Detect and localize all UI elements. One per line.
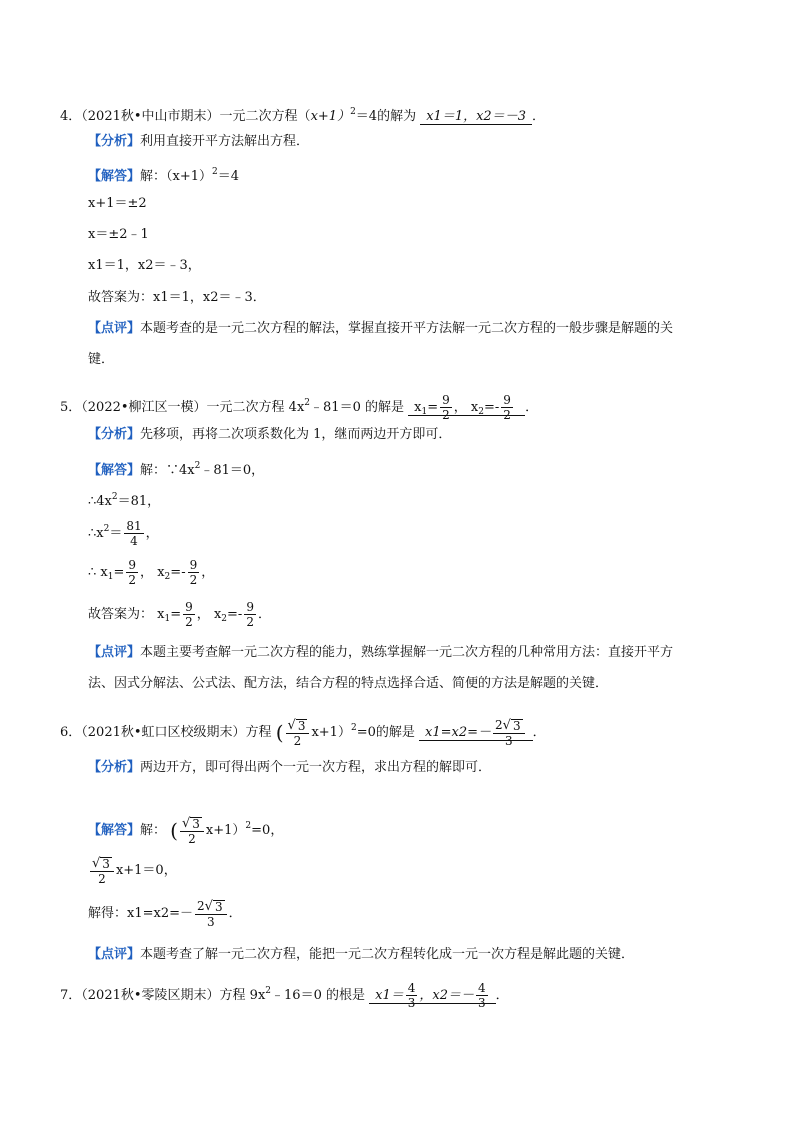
q5-ans-eq2: =: [483, 400, 495, 415]
q6-solution-text: 解：: [140, 823, 167, 838]
q6-answer-blank: [419, 717, 533, 748]
q7-source: （2021秋•零陵区期末）: [81, 988, 220, 1003]
q4-answer-blank: [420, 109, 532, 125]
denominator: 2: [98, 871, 106, 886]
q5-ans-frac1: [440, 393, 452, 422]
sqrt-icon: √ 3: [92, 855, 110, 871]
q5-analysis: [88, 425, 451, 445]
q4-source: （2021秋•中山市期末）: [81, 109, 220, 124]
denominator: 2: [293, 733, 302, 748]
denominator: 2: [188, 831, 196, 846]
q5-step2-exp: 2: [103, 524, 110, 534]
q5-final-tail: ．: [257, 607, 271, 622]
q5-final-sep: ，: [196, 607, 210, 622]
analysis-tag: 【分析】: [88, 134, 141, 149]
coefficient: 2: [495, 717, 503, 732]
q6-step-2: [88, 898, 242, 930]
q6-analysis-text: 两边开方，即可得出两个一元一次方程，求出方程的解即可．: [140, 760, 492, 775]
denominator: 2: [442, 408, 450, 422]
sqrt-icon: √ 3: [181, 815, 200, 831]
radicand: 3: [512, 718, 521, 733]
denominator: 3: [504, 733, 513, 748]
q4-step-3: x1＝1，x2＝﹣3，: [88, 258, 201, 273]
q5-step2-frac: [124, 519, 143, 548]
q4-period: ．: [531, 109, 545, 124]
q5-ans-neg: -: [494, 400, 500, 415]
q4-stem-tail: ＝4的解为: [355, 109, 417, 124]
q5-final-answer: [88, 600, 271, 634]
numerator: [180, 816, 204, 832]
q4-stem: [60, 102, 545, 127]
q6-sol-tail: =0，: [251, 823, 284, 838]
denominator: 2: [246, 615, 254, 629]
q6-step1-frac: [90, 856, 114, 886]
q4-stem-var: x+1）: [310, 109, 351, 124]
q5-final-label: 故答案为：: [88, 607, 154, 622]
q5-solution-exp: 2: [194, 461, 201, 471]
numerator: 9: [128, 558, 137, 572]
q6-solution-head: [88, 810, 283, 847]
q5-step3-x2: x: [157, 565, 165, 580]
radicand: 3: [297, 718, 306, 733]
radicand: 3: [102, 856, 110, 871]
q5-solution-head: [88, 456, 264, 481]
q5-final-x2: x: [213, 607, 222, 622]
q5-step3-neg: -: [181, 565, 186, 580]
denominator: 2: [128, 573, 137, 587]
q4-solution-head: [88, 162, 239, 187]
q5-step1-tail: ＝81，: [117, 494, 161, 509]
q6-step-1: [88, 855, 177, 887]
q5-step1-text: ∴4x: [88, 494, 112, 509]
q4-comment-2: 键．: [88, 352, 115, 367]
q5-comment-1: [88, 643, 673, 663]
q5-step2-eq: ＝: [109, 526, 123, 541]
q5-step3-eq1: =: [113, 565, 125, 580]
solution-tag: 【解答】: [88, 463, 141, 478]
q5-ans-sub1: 1: [421, 407, 428, 417]
q7-answer-blank: [369, 981, 496, 1010]
q7-stem-exp: 2: [265, 986, 272, 996]
q7-ans-frac1: [406, 981, 418, 1010]
radicand: 3: [214, 899, 223, 914]
sqrt-icon: √ 3: [502, 717, 521, 733]
q5-stem-tail: ﹣81＝0 的解是: [310, 400, 404, 415]
q7-number: 7．: [60, 988, 82, 1003]
denominator: 2: [503, 408, 511, 422]
numerator: 9: [503, 393, 511, 407]
numerator: [493, 718, 525, 734]
q5-step-2: [88, 514, 159, 549]
q5-step3-x1: x: [100, 565, 108, 580]
q6-number: 6．: [60, 725, 82, 740]
q5-stem-text: 一元二次方程 4x: [206, 400, 305, 415]
q5-source: （2022•柳江区一模）: [81, 400, 207, 415]
q5-step3-therefore: ∴: [88, 565, 97, 580]
denominator: 2: [185, 615, 193, 629]
q5-final-sub1: 1: [164, 614, 171, 624]
q5-step3-sep: ，: [140, 565, 154, 580]
q5-ans-frac2: [501, 393, 513, 422]
q5-step3-sub1: 1: [107, 572, 114, 582]
q6-sol-left-paren: (: [170, 818, 178, 843]
sqrt-icon: √ 3: [204, 898, 223, 914]
q4-final-answer: 故答案为：x1＝1，x2＝﹣3．: [88, 290, 266, 305]
q5-answer-blank: [408, 393, 525, 422]
q6-step2-frac: [195, 899, 227, 929]
q4-answer: x1＝1，x2＝－3: [426, 109, 526, 124]
q5-step3-tail: ，: [201, 565, 215, 580]
numerator: [286, 718, 310, 734]
q5-final-neg: -: [237, 607, 243, 622]
q6-stem: [60, 712, 546, 749]
q5-final-eq2: =: [227, 607, 238, 622]
numerator: [90, 856, 114, 872]
q5-final-frac2: [244, 600, 256, 629]
q5-number: 5．: [60, 400, 82, 415]
q5-step2-text: ∴x: [88, 526, 104, 541]
q4-step-2: x＝±2﹣1: [88, 227, 149, 242]
q5-ans-x1: x: [414, 400, 422, 415]
q6-comment: [88, 945, 634, 965]
solution-tag: 【解答】: [88, 169, 141, 184]
q7-ans-b: ，x2＝－: [419, 988, 474, 1003]
q7-ans-frac2: [476, 981, 488, 1010]
q5-solution-tail: ﹣81＝0，: [200, 463, 265, 478]
q4-stem-text: 一元二次方程（: [219, 109, 311, 124]
q6-stem-tail: =0的解是: [356, 725, 415, 740]
comment-tag: 【点评】: [88, 321, 141, 336]
radicand: 3: [192, 816, 200, 831]
q6-step2-text: 解得：x1=x2=－: [88, 906, 193, 921]
q4-solution-tail: ＝4: [217, 169, 240, 184]
numerator: 81: [126, 519, 142, 533]
q4-solution-text: 解：（x+1）: [140, 169, 213, 184]
q7-stem-tail: ﹣16＝0 的根是: [271, 988, 365, 1003]
q6-sol-paren-tail: x+1）: [205, 823, 246, 838]
q6-source: （2021秋•虹口区校级期末）: [81, 725, 246, 740]
q7-period: ．: [495, 988, 509, 1003]
denominator: 4: [130, 534, 138, 548]
q5-ans-x2: x: [470, 400, 479, 415]
denominator: 3: [477, 996, 486, 1010]
q5-period: ．: [525, 400, 539, 415]
q4-number: 4．: [60, 109, 82, 124]
numerator: 9: [246, 600, 254, 614]
q5-comment-2: 法、因式分解法、公式法、配方法，结合方程的特点选择合适、简便的方法是解题的关键．: [88, 676, 609, 691]
q4-analysis: [88, 132, 309, 152]
analysis-tag: 【分析】: [88, 760, 141, 775]
denominator: 3: [407, 996, 416, 1010]
q5-step-3: [88, 558, 214, 592]
q6-answer-frac: [493, 718, 525, 748]
q5-step1-exp: 2: [111, 492, 118, 502]
q5-final-sub2: 2: [221, 614, 228, 624]
coefficient: 2: [197, 898, 205, 913]
q5-step3-eq2: =: [170, 565, 182, 580]
q5-ans-eq1: =: [427, 400, 439, 415]
q4-step-1: x+1＝±2: [88, 196, 147, 211]
q4-analysis-text: 利用直接开平方法解出方程．: [140, 134, 310, 149]
q5-step2-tail: ，: [145, 526, 159, 541]
q5-step3-frac1: [126, 558, 138, 587]
q6-comment-text: 本题考查了解一元二次方程，能把一元二次方程转化成一元一次方程是解此题的关键．: [140, 947, 635, 962]
numerator: 9: [185, 600, 193, 614]
q5-step3-sub2: 2: [164, 572, 171, 582]
q5-step-1: [88, 487, 160, 512]
q6-step1-tail: x+1＝0，: [115, 863, 177, 878]
numerator: 9: [442, 393, 450, 407]
q6-stem-paren-tail: x+1）: [311, 725, 351, 740]
sqrt-icon: √ 3: [287, 717, 306, 733]
numerator: 4: [407, 981, 416, 995]
analysis-tag: 【分析】: [88, 427, 141, 442]
denominator: 3: [206, 914, 215, 929]
q5-stem-exp: 2: [304, 398, 311, 408]
q5-stem: [60, 388, 538, 427]
q5-ans-sub2: 2: [478, 407, 484, 417]
q6-sol-frac: [180, 816, 204, 846]
q6-step2-tail: ．: [228, 906, 242, 921]
numerator: [195, 899, 227, 915]
q7-stem: [60, 975, 509, 1012]
q6-analysis: [88, 758, 491, 778]
numerator: 4: [477, 981, 486, 995]
q5-ans-sep: ，: [453, 400, 467, 415]
q5-comment-text: 本题主要考查解一元二次方程的能力，熟练掌握解一元二次方程的几种常用方法：直接开平方: [140, 645, 674, 660]
q6-left-paren: (: [275, 720, 284, 745]
q4-solution-exp: 2: [212, 167, 218, 177]
q5-solution-text: 解：∵4x: [140, 463, 195, 478]
q6-stem-frac: [286, 718, 310, 748]
comment-tag: 【点评】: [88, 947, 141, 962]
q4-stem-exp: 2: [350, 107, 356, 117]
solution-tag: 【解答】: [88, 823, 141, 838]
numerator: 9: [189, 558, 198, 572]
denominator: 2: [189, 573, 198, 587]
q5-analysis-text: 先移项，再将二次项系数化为 1，继而两边开方即可．: [140, 427, 452, 442]
q5-step3-frac2: [188, 558, 200, 587]
q7-stem-text: 方程 9x: [219, 988, 266, 1003]
q7-ans-a: x1＝: [375, 988, 404, 1003]
comment-tag: 【点评】: [88, 645, 141, 660]
q5-final-frac1: [183, 600, 195, 629]
q6-answer-text: x1=x2=－: [425, 725, 491, 740]
q6-period: ．: [532, 725, 546, 740]
q6-stem-exp: 2: [350, 723, 357, 733]
q6-sol-exp: 2: [245, 821, 252, 831]
q5-final-eq1: =: [170, 607, 182, 622]
q4-comment-text: 本题考查的是一元二次方程的解法，掌握直接开平方法解一元二次方程的一般步骤是解题的关: [140, 321, 674, 336]
q6-stem-text: 方程: [245, 725, 272, 740]
q4-comment-1: [88, 319, 673, 339]
q5-final-x1: x: [157, 607, 165, 622]
